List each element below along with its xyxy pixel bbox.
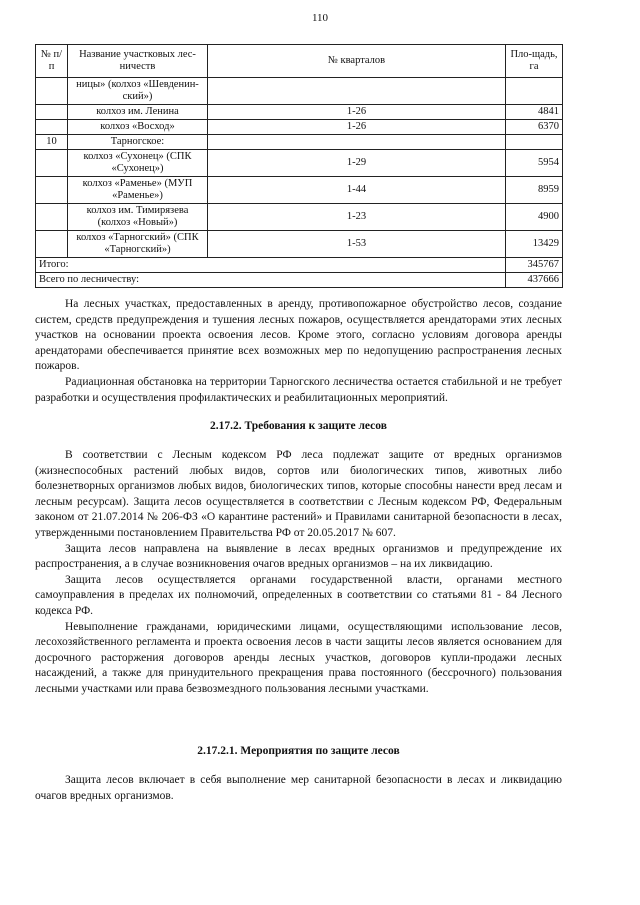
- table-cell-name: колхоз «Тарногский» (СПК «Тарногский»): [68, 231, 208, 258]
- page-number: 110: [311, 12, 329, 24]
- table-cell-name: колхоз им. Тимирязева (колхоз «Новый»): [68, 204, 208, 231]
- table-cell-quarters: [208, 78, 506, 105]
- table-row: [36, 150, 563, 177]
- table-cell-name: колхоз «Восход»: [68, 120, 208, 135]
- table-cell-num: 10: [36, 135, 68, 150]
- table-cell-area: 13429: [506, 231, 563, 258]
- table-cell-num: [36, 177, 68, 204]
- table-cell-area: 6370: [506, 120, 563, 135]
- subsection-heading: 2.17.2.1. Мероприятия по защите лесов: [197, 745, 400, 757]
- table-cell-quarters: 1-26: [208, 120, 506, 135]
- table-cell-quarters: 1-26: [208, 105, 506, 120]
- total-row: [36, 258, 563, 273]
- table-row: [36, 177, 563, 204]
- table-cell-num: [36, 231, 68, 258]
- header-quarters: № кварталов: [208, 45, 506, 78]
- table-cell-area: [506, 135, 563, 150]
- grand-total-row: [36, 273, 563, 288]
- paragraph: Невыполнение гражданами, юридическими лицами, осуществляющими использование лесов, лесохозяйственного регламента и проекта освоения лесов в части защиты лесов является основанием для досрочного расторжения договоров аренды лесных участков, договоров купли-продажи лесных насаждений, а также для принудительного прекращения права постоянного (бессрочного) пользования лесными участками или права безвозмездного пользования лесными участками.: [35, 620, 562, 695]
- table-cell-area: 8959: [506, 177, 563, 204]
- table-cell-name: колхоз «Раменье» (МУП «Раменье»): [68, 177, 208, 204]
- table-cell-area: 4841: [506, 105, 563, 120]
- table-cell-num: [36, 105, 68, 120]
- body-text-1: [35, 297, 562, 406]
- table-cell-num: [36, 78, 68, 105]
- table-cell-num: [36, 120, 68, 135]
- paragraph: Защита лесов включает в себя выполнение мер санитарной безопасности в лесах и ликвидацию очагов вредных организмов.: [35, 774, 562, 802]
- table-cell-quarters: [208, 135, 506, 150]
- table-cell-quarters: 1-23: [208, 204, 506, 231]
- paragraph: Радиационная обстановка на территории Тарногского лесничества остается стабильной и не требует разработки и осуществления профилактических и реабилитационных мероприятий.: [35, 375, 562, 404]
- table-cell-area: [506, 78, 563, 105]
- table-row: [36, 105, 563, 120]
- table-cell-name: колхоз «Сухонец» (СПК «Сухонец»): [68, 150, 208, 177]
- table-header-row: [36, 45, 563, 78]
- table-row: [36, 204, 563, 231]
- table-row: [36, 231, 563, 258]
- table-row: [36, 78, 563, 105]
- table-row: [36, 120, 563, 135]
- table-cell-area: 4900: [506, 204, 563, 231]
- table-cell-name: Тарногское:: [68, 135, 208, 150]
- paragraph: Защита лесов направлена на выявление в лесах вредных организмов и предупреждение их распространения, а в случае возникновения очагов вредных организмов – на их ликвидацию.: [35, 542, 562, 571]
- paragraph: Защита лесов осуществляется органами государственной власти, органами местного самоуправления в пределах их полномочий, определенных в соответствии со статьями 81 - 84 Лесного кодекса РФ.: [35, 573, 562, 617]
- paragraph: На лесных участках, предоставленных в аренду, противопожарное обустройство лесов, создание систем, средств предупреждения и тушения лесных пожаров, осуществляется арендаторами этих лесных участков на основании проекта освоения лесов. Кроме этого, согласно условиям договора аренды арендаторами обеспечивается принятие всех возможных мер по недопущению распространения лесных пожаров.: [35, 298, 562, 373]
- header-num: № п/п: [36, 45, 68, 78]
- paragraph: В соответствии с Лесным кодексом РФ леса подлежат защите от вредных организмов (жизнеспособных растений любых видов, сортов или биологических типов, животных либо болезнетворных организмов любых видов, биологических типов, которые способны нанести вред лесам и лесным ресурсам). Защита лесов осуществляется в соответствии с Лесным кодексом РФ, Федеральным законом от 21.07.2014 № 206-ФЗ «О карантине растений» и Правилами санитарной безопасности в лесах, утвержденными постановлением Правительства РФ от 20.05.2017 № 607.: [35, 449, 562, 539]
- table-cell-quarters: 1-29: [208, 150, 506, 177]
- table-cell-area: 5954: [506, 150, 563, 177]
- table-cell-quarters: 1-53: [208, 231, 506, 258]
- header-name: Название участковых лес-ничеств: [68, 45, 208, 78]
- section-heading: 2.17.2. Требования к защите лесов: [210, 420, 387, 432]
- body-text-2: [35, 448, 562, 698]
- table-cell-name: колхоз им. Ленина: [68, 105, 208, 120]
- forest-districts-table: [35, 44, 563, 288]
- total-value: 345767: [506, 258, 563, 273]
- table-cell-quarters: 1-44: [208, 177, 506, 204]
- table-row: [36, 135, 563, 150]
- table-cell-num: [36, 150, 68, 177]
- body-text-3: [35, 773, 562, 804]
- total-label: Итого:: [36, 258, 506, 273]
- table-cell-num: [36, 204, 68, 231]
- header-area: Пло-щадь, га: [506, 45, 563, 78]
- grand-total-label: Всего по лесничеству:: [36, 273, 506, 288]
- table-cell-name: ницы» (колхоз «Шевденин-ский»): [68, 78, 208, 105]
- grand-total-value: 437666: [506, 273, 563, 288]
